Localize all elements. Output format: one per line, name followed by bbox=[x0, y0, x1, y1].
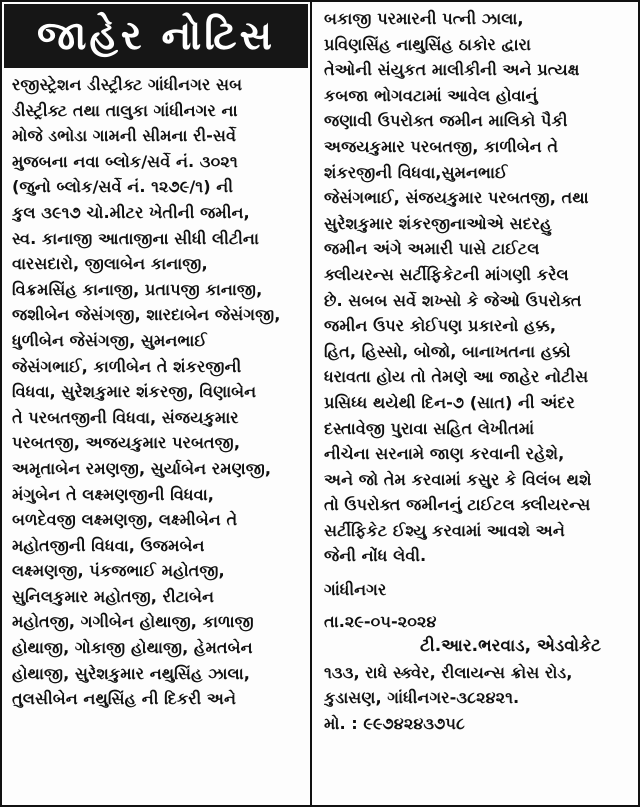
address-line-2: કુડાસણ, ગાંધીનગર-૩૮૨૪૨૧. bbox=[324, 688, 520, 708]
notice-line: કબજા ભોગવટામાં આવેલ હોવાનું bbox=[324, 85, 538, 105]
notice-line: વિક્રમસિંહ કાનાજી, પ્રતાપજી કાનાજી, bbox=[12, 279, 263, 299]
place-text: ગાંધીનગર bbox=[324, 580, 387, 600]
notice-title: જાહેર નોટિસ bbox=[4, 4, 308, 68]
notice-line: ધુળીબેન જેસંગજી, સુમનભાઈ bbox=[12, 330, 207, 350]
notice-line: ક્લીયરન્સ સર્ટીફિકેટની માંગણી કરેલ bbox=[324, 264, 569, 284]
notice-line: જેસંગભાઈ, કાળીબેન તે શંકરજીની bbox=[12, 356, 242, 376]
right-column bbox=[312, 2, 638, 805]
notice-line: બકાજી પરમારની પત્ની ઝાલા, bbox=[324, 9, 524, 28]
notice-line: તો ઉપરોક્ત જમીનનું ટાઈટલ ક્લીયરન્સ bbox=[324, 495, 591, 515]
notice-line: હોથાજી, સુરેશકુમાર નથુસિંહ ઝાલા, bbox=[12, 663, 250, 683]
notice-line: જમીન ઉપર કોઈપણ પ્રકારનો હક્ક, bbox=[324, 316, 556, 336]
notice-line: નીચેના સરનામે જાણ કરવાની રહેશે, bbox=[324, 444, 565, 464]
notice-line: પ્રવિણસિંહ નાથુસિંહ ઠાકોર દ્વારા bbox=[324, 34, 531, 54]
notice-line: કુલ ૩૯૧૭ ચો.મીટર ખેતીની જમીન, bbox=[12, 202, 250, 222]
notice-line: જમીન અંગે અમારી પાસે ટાઈટલ bbox=[324, 239, 540, 259]
notice-line: હોથાજી, ગોકાજી હોથાજી, હેમતબેન bbox=[12, 638, 253, 658]
notice-line: મોજે ડભોડા ગામની સીમના રી-સર્વે bbox=[12, 126, 237, 146]
notice-line: દસ્તાવેજી પુરાવા સહિત લેખીતમાં bbox=[324, 418, 535, 438]
notice-line: અજયકુમાર પરબતજી, કાળીબેન તે bbox=[324, 136, 559, 156]
notice-line: રજીસ્ટ્રેશન ડીસ્ટ્રીક્ટ ગાંધીનગર સબ bbox=[12, 75, 243, 94]
notice-line: જશીબેન જેસંગજી, શારદાબેન જેસંગજી, bbox=[12, 305, 281, 325]
notice-line: વારસદારો, જીલાબેન કાનાજી, bbox=[12, 254, 208, 274]
notice-line: હિત, હિસ્સો, બોજો, બાનાખતના હક્કો bbox=[324, 341, 571, 361]
notice-line: મંગુબેન તે લક્ષ્મણજીની વિધવા, bbox=[12, 484, 214, 504]
notice-line: સ્વ. કાનાજી આતાજીના સીધી લીટીના bbox=[12, 228, 259, 248]
notice-line: શંકરજીની વિધવા,સુમનભાઈ bbox=[324, 162, 508, 182]
address-line-1: ૧૩૩, રાધે સ્ક્વેર, રીલાયન્સ ક્રોસ રોડ, bbox=[324, 662, 573, 682]
notice-line: મહોતજીની વિધવા, ઉજમબેન bbox=[12, 535, 205, 555]
mobile-number: મો. : ૯૯૭૪૨૪૩૭૫૮ bbox=[324, 714, 465, 734]
notice-line: વિધવા, સુરેશકુમાર શંકરજી, વિણાબેન bbox=[12, 382, 257, 402]
left-column bbox=[2, 2, 312, 805]
notice-line: પ્રસિધ્ધ થયેથી દિન-૭ (સાત) ની અંદર bbox=[324, 392, 575, 412]
notice-line: ધરાવતા હોય તો તેમણે આ જાહેર નોટીસ bbox=[324, 367, 589, 387]
notice-line: (જુનો બ્લોક/સર્વે નં. ૧૨૭૯/૧) ની bbox=[12, 177, 233, 197]
notice-body-right bbox=[312, 2, 638, 569]
notice-line: સુરેશકુમાર શંકરજીનાઓએ સદરહુ bbox=[324, 213, 552, 233]
notice-line: તુલસીબેન નથુસિંહ ની દિકરી અને bbox=[12, 689, 237, 709]
notice-line: તેઓની સંયુકત માલીકીની અને પ્રત્યક્ષ bbox=[324, 60, 580, 80]
notice-line: છે. સબબ સર્વે શખ્સો કે જેઓ ઉપરોક્ત bbox=[324, 290, 582, 310]
notice-line: લક્ષ્મણજી, પંકજભાઈ મહોતજી, bbox=[12, 561, 225, 581]
notice-line: બળદેવજી લક્ષ્મણજી, લક્ષ્મીબેન તે bbox=[12, 510, 238, 530]
notice-line: જેસંગભાઈ, સંજયકુમાર પરબતજી, તથા bbox=[324, 188, 589, 208]
notice-line: સર્ટીફિકેટ ઈશ્યુ કરવામાં આવશે અને bbox=[324, 520, 565, 540]
notice-line: મુજબના નવા બ્લોક/સર્વે નં. ૩૦૨૧ bbox=[12, 151, 238, 171]
notice-line: સુનિલકુમાર મહોતજી, રીટાબેન bbox=[12, 586, 215, 606]
notice-line: જેની નોંધ લેવી. bbox=[324, 546, 427, 566]
signature-block bbox=[312, 569, 638, 737]
notice-line: ડીસ્ટ્રીક્ટ તથા તાલુકા ગાંધીનગર ના bbox=[12, 100, 238, 120]
notice-line: તે પરબતજીની વિધવા, સંજયકુમાર bbox=[12, 407, 239, 427]
advocate-name: ટી.આર.ભરવાડ, એડવોકેટ bbox=[420, 636, 601, 657]
notice-line: અને જો તેમ કરવામાં કસુર કે વિલંબ થશે bbox=[324, 469, 592, 489]
notice-line: અમૃતાબેન રમણજી, સુર્યાબેન રમણજી, bbox=[12, 458, 272, 478]
notice-line: મહોતજી, ગગીબેન હોથાજી, કાળાજી bbox=[12, 612, 254, 632]
notice-line: જણાવી ઉપરોક્ત જમીન માલિકો પૈકી bbox=[324, 111, 568, 131]
date-text: તા.૨૯-૦૫-૨૦૨૪ bbox=[324, 611, 437, 631]
notice-line: પરબતજી, અજયકુમાર પરબતજી, bbox=[12, 433, 241, 453]
notice-body-left bbox=[2, 68, 310, 712]
